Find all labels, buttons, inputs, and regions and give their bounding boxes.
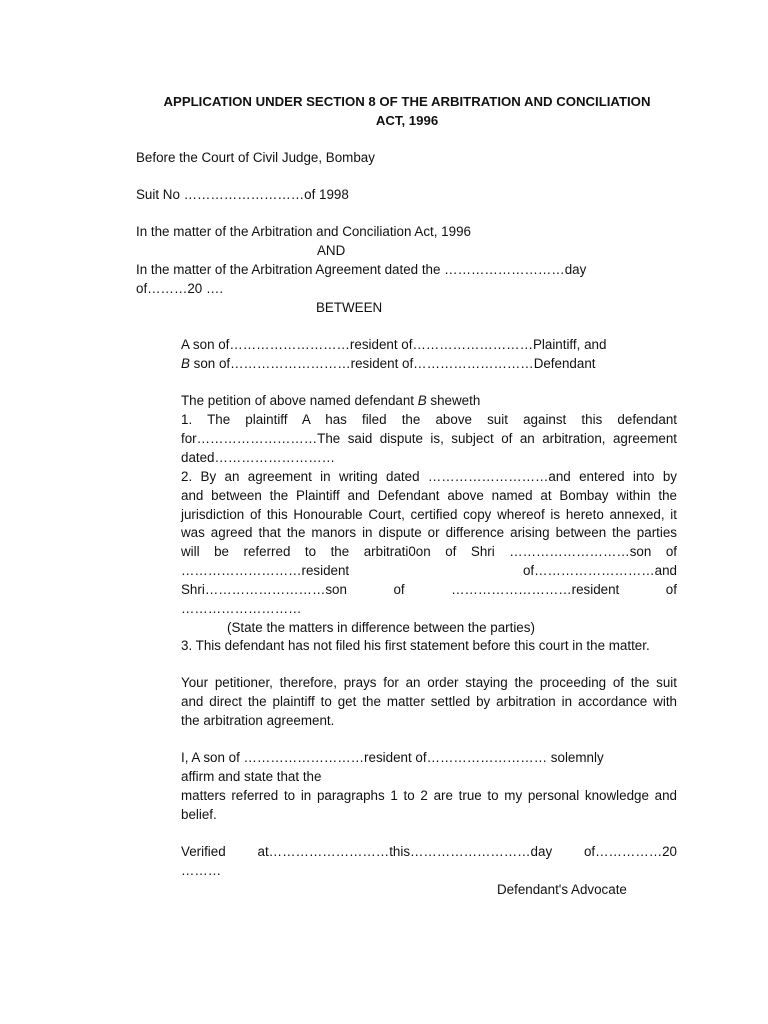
para2-line-7b: of (393, 582, 405, 597)
para2-line-2: and between the Plaintiff and Defendant above named at Bombay within the (181, 488, 677, 503)
para2-line-6 (181, 561, 677, 580)
party-b-line (181, 354, 596, 373)
suit-number-line: Suit No ………………………of 1998 (136, 187, 349, 202)
para2-line-1: 2. By an agreement in writing dated ………………………and entered into by (181, 469, 677, 484)
title-line-1: APPLICATION UNDER SECTION 8 OF THE ARBITRATION AND CONCILIATION (163, 94, 651, 109)
party-a-letter: A (181, 337, 190, 352)
and-label: AND (317, 243, 346, 258)
petition-intro (181, 391, 480, 410)
para2-line-8: ……………………… (181, 601, 302, 616)
prayer-line-2: and direct the plaintiff to get the matter settled by arbitration in accordance with (181, 694, 677, 709)
para2-note: (State the matters in difference between the parties) (227, 620, 535, 635)
para2-line-6a: ………………………resident (181, 563, 350, 578)
matter-act-line: In the matter of the Arbitration and Conciliation Act, 1996 (136, 224, 471, 239)
matter-agreement-line: In the matter of the Arbitration Agreement dated the ………………………day (136, 262, 587, 277)
petition-intro-letter: B (417, 393, 427, 408)
para2-line-7a: Shri………………………son (181, 582, 347, 597)
prayer-line-3: the arbitration agreement. (181, 713, 335, 728)
party-a-text: son of………………………resident of………………………Plaintiff, and (189, 337, 607, 352)
para3-line: 3. This defendant has not filed his first statement before this court in the matter. (181, 638, 650, 653)
para2-line-7 (181, 580, 677, 599)
para2-line-4: was agreed that the manors in dispute or difference arising between the parties (181, 525, 677, 540)
party-a-line (181, 335, 606, 354)
verified-line-2: ……… (181, 863, 222, 878)
between-label: BETWEEN (316, 300, 383, 315)
para2-line-5: will be referred to the arbitrati0on of Shri ………………………son of (181, 544, 677, 559)
title-line-2: ACT, 1996 (375, 113, 439, 128)
verified-line-1: Verified at………………………this………………………day of……………20 (181, 844, 677, 859)
affirm-line-4: belief. (181, 807, 217, 822)
para2-line-7d: of (665, 582, 677, 597)
prayer-line-1: Your petitioner, therefore, prays for an order staying the proceeding of the suit (181, 675, 677, 690)
matter-agreement-line-2: of………20 …. (136, 281, 224, 296)
court-line: Before the Court of Civil Judge, Bombay (136, 150, 375, 165)
petition-intro-text: The petition of above named defendant (181, 393, 418, 408)
affirm-line-1: I, A son of ………………………resident of……………………… solemnly (181, 750, 604, 765)
para2-line-7c: ………………………resident (451, 582, 620, 597)
party-b-letter: B (181, 356, 190, 371)
page-title (136, 92, 678, 130)
para1-line-1: 1. The plaintiff A has filed the above suit against this defendant (181, 412, 677, 427)
affirm-line-2: affirm and state that the (181, 769, 322, 784)
party-b-text: son of………………………resident of………………………Defendant (189, 356, 596, 371)
para2-line-3: jurisdiction of this Honourable Court, certified copy whereof is hereto annexed, it (181, 507, 677, 522)
signature-line: Defendant's Advocate (497, 882, 627, 897)
affirm-line-3: matters referred to in paragraphs 1 to 2 are true to my personal knowledge and (181, 788, 677, 803)
para1-line-3: dated……………………… (181, 450, 336, 465)
para1-line-2: for………………………The said dispute is, subject of an arbitration, agreement (181, 431, 677, 446)
para2-line-6b: of………………………and (522, 563, 677, 578)
petition-intro-end: sheweth (426, 393, 481, 408)
